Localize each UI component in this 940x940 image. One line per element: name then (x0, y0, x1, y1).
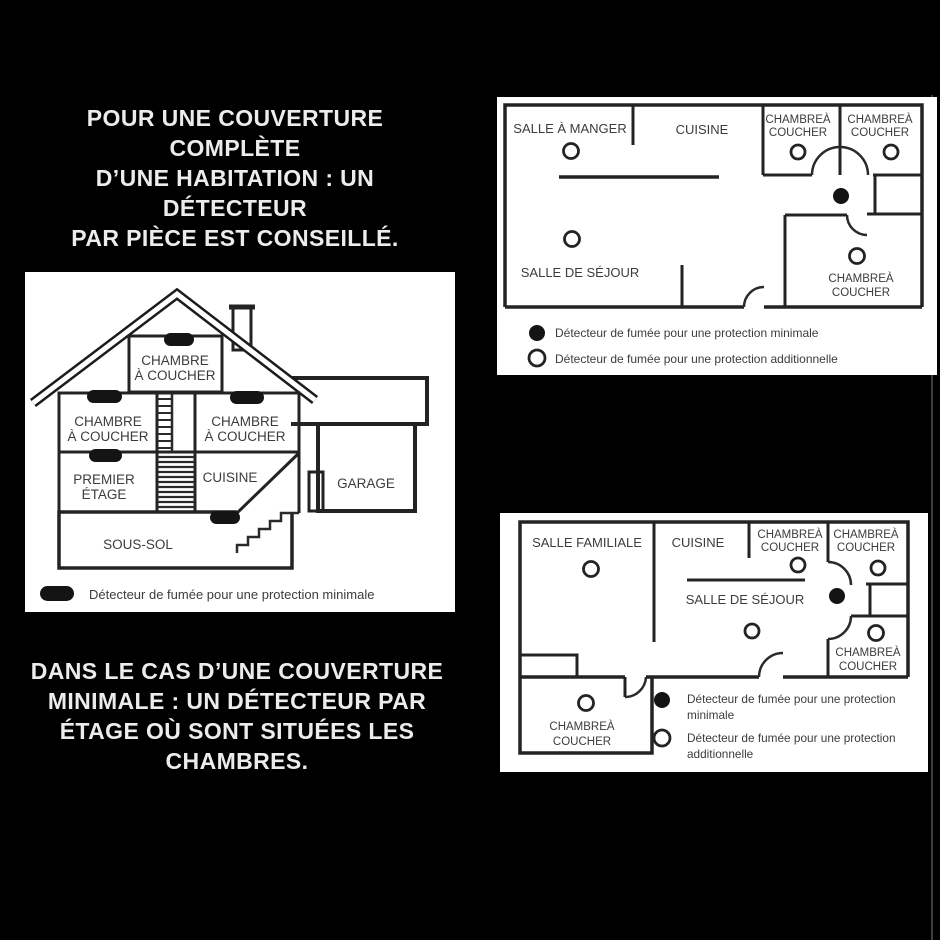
heading-bottom-line-2: MINIMALE : UN DÉTECTEUR PAR (47, 688, 427, 714)
bedroom1-label-line1: CHAMBREÀ (757, 529, 823, 541)
bedroom3-label-line2: COUCHER (838, 661, 898, 673)
legend-minimal-label: Détecteur de fumée pour une protection minimale (555, 326, 819, 340)
heading-top-line-1: POUR UNE COUVERTURE COMPLÈTE (86, 105, 384, 161)
smoke-detector-minimal-icon (833, 188, 849, 204)
smoke-detector-additional-icon (871, 561, 885, 575)
bedroom-left-label-line2: À COUCHER (67, 429, 149, 444)
floorplan-bottom-panel (500, 513, 928, 772)
smoke-detector-minimal-icon (529, 325, 545, 341)
bedroom1-label-line2: COUCHER (768, 127, 828, 139)
smoke-detector-icon (164, 333, 194, 346)
house-panel (25, 272, 455, 612)
living-label: SALLE DE SÉJOUR (520, 265, 640, 280)
smoke-detector-additional-icon (850, 249, 865, 264)
basement-steps-icon (237, 513, 299, 553)
kitchen-label: CUISINE (202, 470, 258, 485)
smoke-detector-additional-icon (791, 558, 805, 572)
bedroom1-label-line1: CHAMBREÀ (765, 114, 831, 126)
kitchen-label: CUISINE (671, 535, 725, 550)
smoke-detector-additional-icon (565, 232, 580, 247)
garage-label: GARAGE (337, 476, 395, 491)
smoke-detector-minimal-icon (829, 588, 845, 604)
living-label: SALLE DE SÉJOUR (685, 592, 805, 607)
heading-bottom (28, 656, 446, 776)
floorplan-top (497, 97, 937, 375)
first-floor-label-line1: PREMIER (73, 472, 135, 487)
smoke-detector-additional-icon (564, 144, 579, 159)
first-floor-label-line2: ÉTAGE (81, 487, 127, 502)
bedroom3-label-line1: CHAMBREÀ (828, 273, 894, 285)
heading-bottom-line-1: DANS LE CAS D’UNE COUVERTURE (30, 658, 444, 684)
smoke-detector-additional-icon (579, 696, 594, 711)
smoke-detector-additional-icon (745, 624, 759, 638)
bedroom2-label-line2: COUCHER (836, 542, 896, 554)
bedroom4-label-line1: CHAMBREÀ (549, 721, 615, 733)
basement-label: SOUS-SOL (103, 537, 173, 552)
smoke-detector-icon (230, 391, 264, 404)
bedroom1-label-line2: COUCHER (760, 542, 820, 554)
attic-label-line2: À COUCHER (134, 368, 216, 383)
family-room-label: SALLE FAMILIALE (532, 535, 642, 550)
smoke-detector-additional-icon (884, 145, 898, 159)
heading-top-line-2: D’UNE HABITATION : UN DÉTECTEUR (95, 165, 375, 221)
smoke-detector-icon (89, 449, 122, 462)
legend-additional-label-line1: Détecteur de fumée pour une protection (687, 731, 896, 745)
bedroom3-label-line1: CHAMBREÀ (835, 647, 901, 659)
legend-minimal-label-line2: minimale (687, 708, 735, 722)
bedroom4-label-line2: COUCHER (552, 736, 612, 748)
floorplan-top-panel (497, 97, 937, 375)
dining-label: SALLE À MANGER (513, 121, 627, 136)
smoke-detector-minimal-icon (40, 586, 74, 601)
bedroom-right-label-line1: CHAMBRE (211, 414, 279, 429)
staircase-icon (157, 457, 195, 507)
floorplan-bottom (500, 513, 928, 772)
smoke-detector-additional-icon (654, 730, 670, 746)
kitchen-label: CUISINE (675, 122, 729, 137)
roof (33, 294, 315, 403)
smoke-detector-additional-icon (869, 626, 884, 641)
detectors (564, 144, 899, 264)
heading-bottom-line-3: ÉTAGE OÙ SONT SITUÉES LES (59, 718, 415, 744)
smoke-detector-minimal-icon (654, 692, 670, 708)
smoke-detector-additional-icon (791, 145, 805, 159)
attic-label-line1: CHAMBRE (141, 353, 209, 368)
heading-top (30, 103, 440, 253)
smoke-detector-additional-icon (529, 350, 545, 366)
legend-additional-label: Détecteur de fumée pour une protection additionnelle (555, 352, 838, 366)
bedroom3-label-line2: COUCHER (831, 287, 891, 299)
legend-minimal-label-line1: Détecteur de fumée pour une protection (687, 692, 896, 706)
bedroom-right-label-line2: À COUCHER (204, 429, 286, 444)
heading-bottom-line-4: CHAMBRES. (165, 748, 309, 774)
house-diagram (25, 272, 455, 612)
legend-additional-label-line2: additionnelle (687, 747, 754, 761)
smoke-detector-icon (210, 511, 240, 524)
floorplan-top-legend (529, 325, 838, 366)
bedroom2-label-line1: CHAMBREÀ (847, 114, 913, 126)
bedroom2-label-line1: CHAMBREÀ (833, 529, 899, 541)
floorplan-bottom-legend (654, 692, 896, 761)
bedroom2-label-line2: COUCHER (850, 127, 910, 139)
heading-top-line-3: PAR PIÈCE EST CONSEILLÉ. (71, 225, 399, 251)
smoke-detector-icon (87, 390, 122, 403)
smoke-detector-additional-icon (584, 562, 599, 577)
house-legend-minimal-label: Détecteur de fumée pour une protection minimale (89, 587, 375, 602)
house-legend (40, 586, 374, 602)
ladder-icon (157, 393, 172, 452)
bedroom-left-label-line1: CHAMBRE (74, 414, 142, 429)
